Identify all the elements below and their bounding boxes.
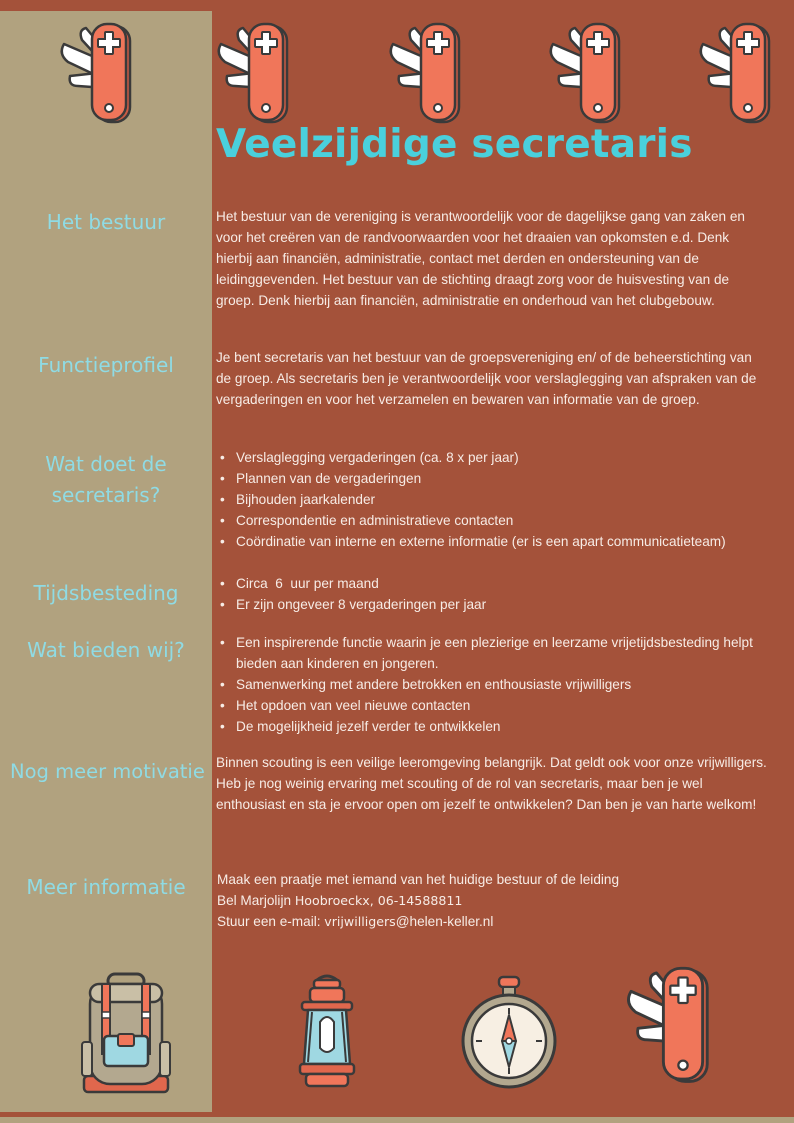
- list-item: • Correspondentie en administratieve contacten: [216, 510, 776, 531]
- swiss-knife-icon: [695, 22, 775, 126]
- contact-line-email: [217, 911, 777, 932]
- list-item: • Het opdoen van veel nieuwe contacten: [216, 695, 776, 716]
- section-text-bestuur: Het bestuur van de vereniging is verantwoordelijk voor de dagelijkse gang van zaken en voor het creëren van de randvoorwaarden voor het draaien van opkomsten e.d. Denk hierbij aan financiën, administratie, contact met derden en ondersteuning van de leidinggevenden. Het bestuur van de stichting draagt zorg voor de huisvesting van de groep. Denk hierbij aan financiën, administratie en onderhoud van het clubgebouw.: [216, 209, 745, 308]
- section-label-tijdsbesteding: Tijdsbesteding: [33, 581, 179, 605]
- section-label-meer-info: Meer informatie: [26, 875, 186, 899]
- lantern-icon: [292, 972, 362, 1094]
- section-label-bieden: Wat bieden wij?: [27, 638, 185, 662]
- contact-line-intro: Maak een praatje met iemand van het huidige bestuur of de leiding: [217, 872, 620, 887]
- backpack-icon: [78, 972, 174, 1094]
- list-item: • Er zijn ongeveer 8 vergaderingen per jaar: [216, 594, 776, 615]
- swiss-knife-icon: [618, 966, 718, 1086]
- sidebar-panel: [0, 11, 212, 1112]
- swiss-knife-icon: [385, 22, 465, 126]
- bottom-strip: [0, 1117, 794, 1123]
- list-item: • De mogelijkheid jezelf verder te ontwikkelen: [216, 716, 776, 737]
- phone-prefix: Bel Marjolijn: [217, 893, 295, 908]
- list-item: • Bijhouden jaarkalender: [216, 489, 776, 510]
- compass-icon: [461, 975, 557, 1093]
- swiss-knife-icon: [545, 22, 625, 126]
- email-prefix: Stuur een e-mail:: [217, 914, 325, 929]
- section-label-wat-doet: [0, 449, 212, 511]
- page-title: Veelzijdige secretaris: [216, 122, 693, 167]
- section-label-wat-doet-line1: Wat doet de: [45, 452, 167, 476]
- section-label-wat-doet-line2: secretaris?: [51, 483, 161, 507]
- email-user: vrijwilligers: [324, 914, 396, 929]
- list-item: • Coördinatie van interne en externe informatie (er is een apart communicatieteam): [216, 531, 776, 552]
- section-text-functieprofiel: Je bent secretaris van het bestuur van de groepsvereniging en/ of de beheerstichting van de groep. Als secretaris ben je verantwoordelijk voor verslaglegging van afspraken van de vergaderingen en voor het verzamelen en bewaren van informatie van de groep.: [216, 350, 757, 407]
- email-domain: @helen-keller.nl: [395, 914, 494, 929]
- phone-name-number: Hoobroeckx, 06-14588811: [294, 893, 463, 908]
- swiss-knife-icon: [213, 22, 293, 126]
- contact-line-phone: [217, 890, 777, 911]
- section-label-functieprofiel: Functieprofiel: [38, 353, 174, 377]
- swiss-knife-icon: [56, 22, 136, 126]
- list-item: • Een inspirerende functie waarin je een plezierige en leerzame vrijetijdsbesteding helpt bieden aan kinderen en jongeren.: [216, 632, 776, 674]
- list-item: • Plannen van de vergaderingen: [216, 468, 776, 489]
- list-item: • Verslaglegging vergaderingen (ca. 8 x per jaar): [216, 447, 776, 468]
- offer-list: [216, 632, 776, 737]
- contact-info: [217, 869, 777, 932]
- list-item: • Circa 6 uur per maand: [216, 573, 776, 594]
- time-list: [216, 573, 776, 615]
- section-label-bestuur: Het bestuur: [46, 210, 166, 234]
- task-list: [216, 447, 776, 552]
- section-label-motivatie: Nog meer motivatie: [10, 760, 205, 783]
- list-item: • Samenwerking met andere betrokken en enthousiaste vrijwilligers: [216, 674, 776, 695]
- section-text-motivatie: Binnen scouting is een veilige leeromgeving belangrijk. Dat geldt ook voor onze vrijwilligers. Heb je nog weinig ervaring met scouting of de rol van secretaris, maar ben je wel enthousiast en sta je ervoor open om jezelf te ontwikkelen? Dan ben je van harte welkom!: [216, 755, 767, 812]
